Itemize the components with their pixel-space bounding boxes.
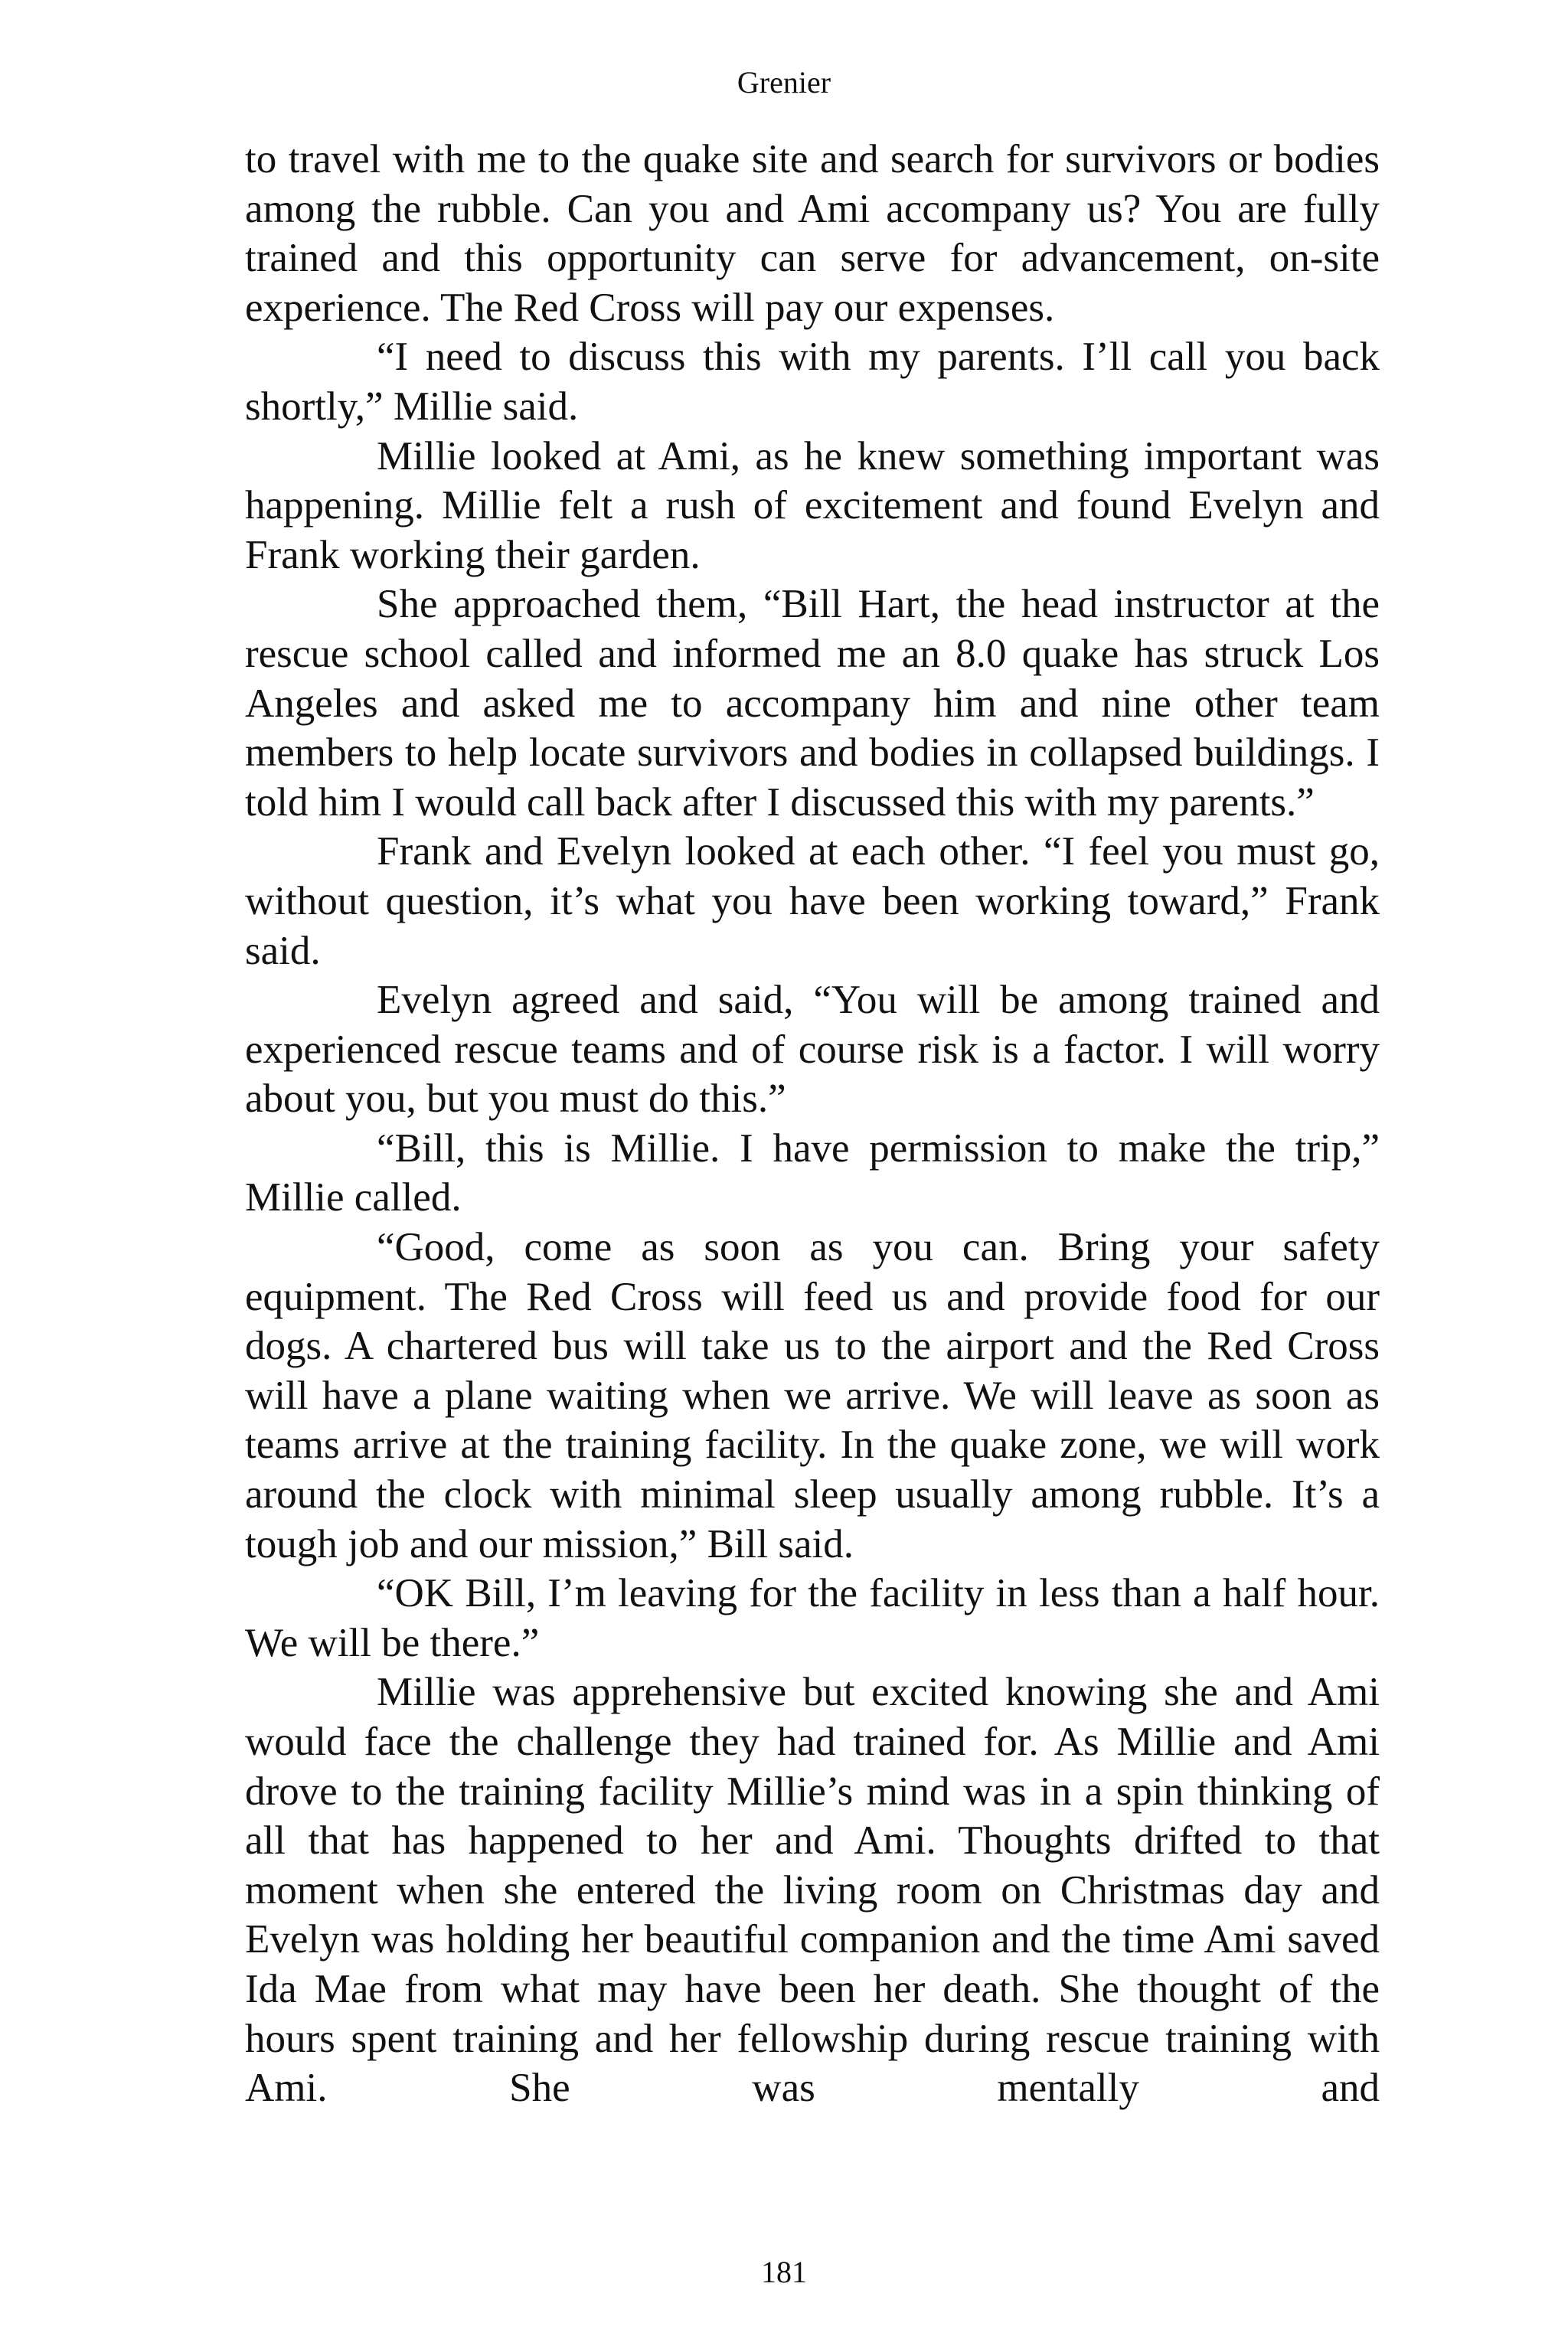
paragraph: “OK Bill, I’m leaving for the facility in less than a half hour. We will be there.” — [245, 1571, 1380, 1665]
running-head: Grenier — [737, 65, 831, 100]
paragraph: Evelyn agreed and said, “You will be among trained and experienced rescue teams and of course risk is a factor. I will worry about you, but you must do this.” — [245, 978, 1380, 1122]
paragraph: She approached them, “Bill Hart, the head instructor at the rescue school called and informed me an 8.0 quake has struck Los Angeles and asked me to accompany him and nine other team members to help locate survivors and bodies in collapsed buildings. I told him I would call back after I discussed this with my parents.” — [245, 582, 1380, 825]
body-text — [245, 135, 1380, 2113]
paragraph: Millie looked at Ami, as he knew something important was happening. Millie felt a rush of excitement and found Evelyn and Frank working their garden. — [245, 433, 1380, 577]
paragraph: Frank and Evelyn looked at each other. “I feel you must go, without question, it’s what you have been working toward,” Frank said. — [245, 829, 1380, 973]
paragraph-last: Millie was apprehensive but excited knowing she and Ami would face the challenge they had trained for. As Millie and Ami drove to the training facility Millie’s mind was in a spin thinking of all that has happened to her and Ami. Thoughts drifted to that moment when she entered the living room on Christmas day and Evelyn was holding her beautiful companion and the time Ami saved Ida Mae from what may have been her death. She thought of the hours spent training and her fellowship during rescue training with Ami. She was mentally and — [245, 1670, 1380, 2111]
paragraph: “I need to discuss this with my parents. I’ll call you back shortly,” Millie said. — [245, 335, 1380, 429]
paragraph: “Bill, this is Millie. I have permission to make the trip,” Millie called. — [245, 1125, 1380, 1220]
paragraph-continued: to travel with me to the quake site and search for survivors or bodies among the rubble. Can you and Ami accompany us? You are fully trained and this opportunity can serve for advancement, on-site experience. The Red Cross will pay our expenses. — [245, 137, 1380, 330]
page-number: 181 — [761, 2255, 807, 2289]
paragraph: “Good, come as soon as you can. Bring your safety equipment. The Red Cross will feed us and provide food for our dogs. A chartered bus will take us to the airport and the Red Cross will have a plane waiting when we arrive. We will leave as soon as teams arrive at the training facility. In the quake zone, we will work around the clock with minimal sleep usually among rubble. It’s a tough job and our mission,” Bill said. — [245, 1225, 1380, 1566]
